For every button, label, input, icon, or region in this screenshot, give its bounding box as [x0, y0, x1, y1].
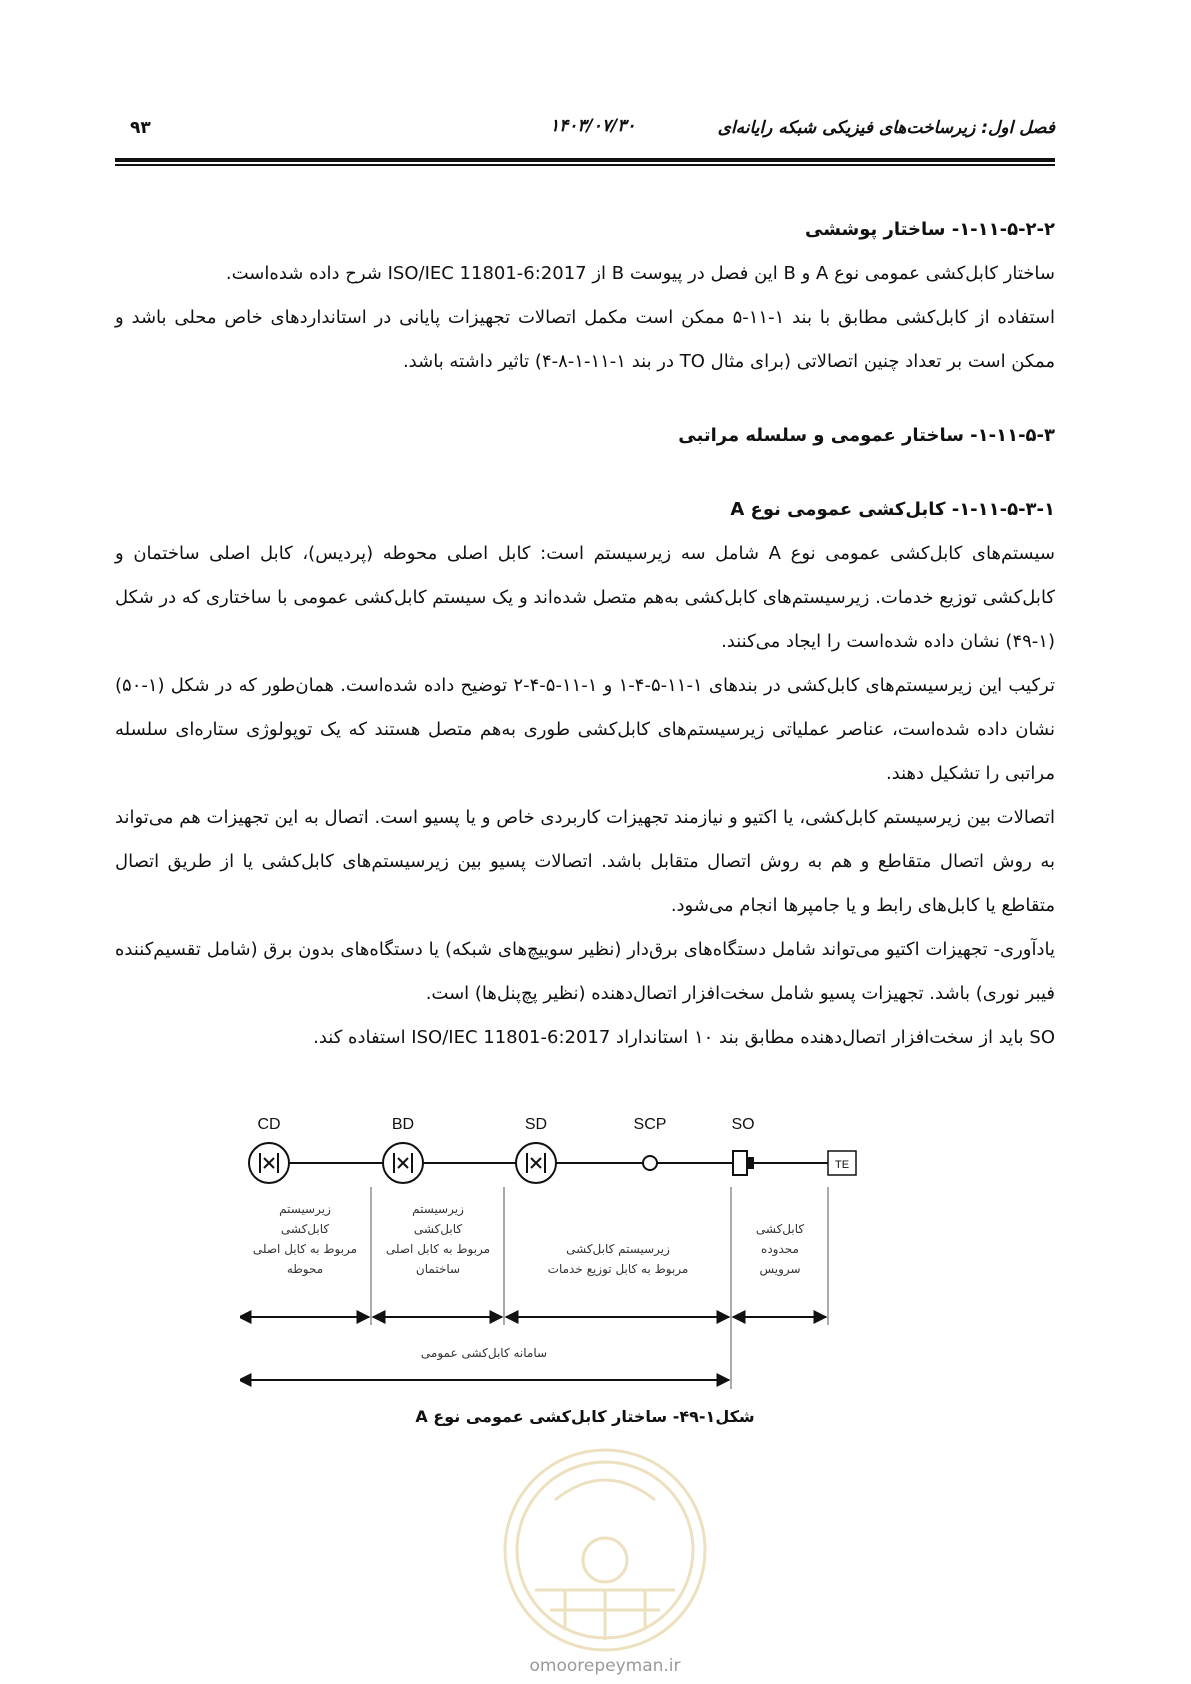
section-heading-cover-structure: ۱-۱۱-۵-۲-۲- ساختار پوششی: [805, 219, 1055, 240]
header-date: ۱۴۰۳/۰۷/۳۰: [550, 116, 636, 136]
segment-building-label: کابل‌کشی: [413, 1222, 463, 1236]
node-label-sd: SD: [524, 1116, 548, 1133]
segment-campus-label: کابل‌کشی: [280, 1222, 330, 1236]
node-label-so: SO: [731, 1116, 755, 1133]
sd-node-icon: [516, 1143, 556, 1183]
segment-campus-label: مربوط به کابل اصلی: [252, 1242, 358, 1256]
paragraph: سیستم‌های کابل‌کشی عمومی نوع A شامل سه زیرسیستم است: کابل اصلی محوطه (پردیس)، کابل اصلی ساختمان و کابل‌کشی توزیع خدمات. زیرسیستم‌های کابل‌کشی به‌هم متصل شده‌اند و یک سیستم کابل‌کشی عمومی با ساختاری که در شکل (۱-۴۹) نشان داده شده‌است را ایجاد می‌کنند.: [115, 543, 1055, 652]
segment-service-distribution-label: زیرسیستم کابل‌کشی: [566, 1242, 670, 1256]
node-label-cd: CD: [257, 1116, 281, 1133]
bd-node-icon: [383, 1143, 423, 1183]
figure-caption: شکل۱-۴۹- ساختار کابل‌کشی عمومی نوع A: [415, 1407, 755, 1426]
header-rule-thin: [115, 164, 1055, 166]
segment-campus-label: محوطه: [286, 1262, 324, 1276]
segment-building-label: مربوط به کابل اصلی: [385, 1242, 491, 1256]
so-outlet-icon: [733, 1151, 754, 1175]
note-paragraph: یادآوری- تجهیزات اکتیو می‌تواند شامل دستگاه‌های برق‌دار (نظیر سوییچ‌های شبکه) یا دستگاه‌های بدون برق (شامل تقسیم‌کننده فیبر نوری) باشد. تجهیزات پسیو شامل سخت‌افزار اتصال‌دهنده (نظیر پچ‌پنل‌ها) است.: [115, 939, 1055, 1004]
paragraph: استفاده از کابل‌کشی مطابق با بند ۱-۱۱-۵ ممکن است مکمل اتصالات تجهیزات پایانی در استانداردهای خاص محلی باشد و ممکن است بر تعداد چنین اتصالاتی (برای مثال TO در بند ۱-۱۱-۱-۸-۴) تاثیر داشته باشد.: [115, 307, 1055, 372]
segment-building-label: زیرسیستم: [412, 1202, 464, 1216]
header-rule-thick: [115, 158, 1055, 162]
paragraph: ساختار کابل‌کشی عمومی نوع A و B این فصل در پیوست B از ISO/IEC 11801-6:2017 شرح داده شده‌است.: [225, 263, 1055, 284]
page-content: [115, 208, 1055, 1060]
segment-service-area-label: سرویس: [759, 1262, 801, 1276]
paragraph: ترکیب این زیرسیستم‌های کابل‌کشی در بندهای ۱-۱۱-۵-۴-۱ و ۱-۱۱-۵-۴-۲ توضیح داده شده‌است. همان‌طور که در شکل (۱-۵۰) نشان داده شده‌است، عناصر عملیاتی زیرسیستم‌های کابل‌کشی طوری به‌هم متصل هستند که یک توپولوژی ستاره‌ای سلسله مراتبی را تشکیل دهند.: [115, 675, 1055, 784]
node-label-bd: BD: [391, 1116, 415, 1133]
segment-service-distribution-label: مربوط به کابل توزیع خدمات: [547, 1262, 689, 1276]
watermark-url: omoorepeyman.ir: [529, 1656, 681, 1676]
paragraph: SO باید از سخت‌افزار اتصال‌دهنده مطابق بند ۱۰ استانداراد ISO/IEC 11801-6:2017 استفاده کند.: [313, 1027, 1055, 1048]
overall-system-label: سامانه کابل‌کشی عمومی: [420, 1346, 548, 1360]
chapter-title: فصل اول: زیرساخت‌های فیزیکی شبکه رایانه‌ای: [717, 118, 1055, 138]
cd-node-icon: [249, 1143, 289, 1183]
page-number: ۹۳: [130, 118, 151, 138]
section-heading-general-structure: ۱-۱۱-۵-۳- ساختار عمومی و سلسله مراتبی: [678, 425, 1055, 446]
paragraph: اتصالات بین زیرسیستم کابل‌کشی، یا اکتیو و نیازمند تجهیزات کاربردی خاص و یا پسیو است. اتصال به این تجهیزات هم می‌تواند به روش اتصال متقاطع و هم به روش اتصال متقابل باشد. اتصالات پسیو بین زیرسیستم‌های کابل‌کشی یا از طریق اتصال متقاطع یا کابل‌های رابط و یا جامپرها انجام می‌شود.: [115, 807, 1055, 916]
segment-building-label: ساختمان: [415, 1262, 461, 1276]
node-label-scp: SCP: [633, 1116, 667, 1133]
segment-campus-label: زیرسیستم: [279, 1202, 331, 1216]
segment-service-area-label: محدوده: [761, 1242, 799, 1256]
cabling-structure-diagram: [240, 1105, 940, 1395]
section-heading-type-a: ۱-۱۱-۵-۳-۱- کابل‌کشی عمومی نوع A: [730, 499, 1055, 520]
page-header: [115, 112, 1055, 152]
watermark-seal-logo: [495, 1440, 715, 1660]
node-label-te: TE: [834, 1159, 850, 1171]
segment-service-area-label: کابل‌کشی: [755, 1222, 805, 1236]
scp-node-icon: [643, 1156, 657, 1170]
